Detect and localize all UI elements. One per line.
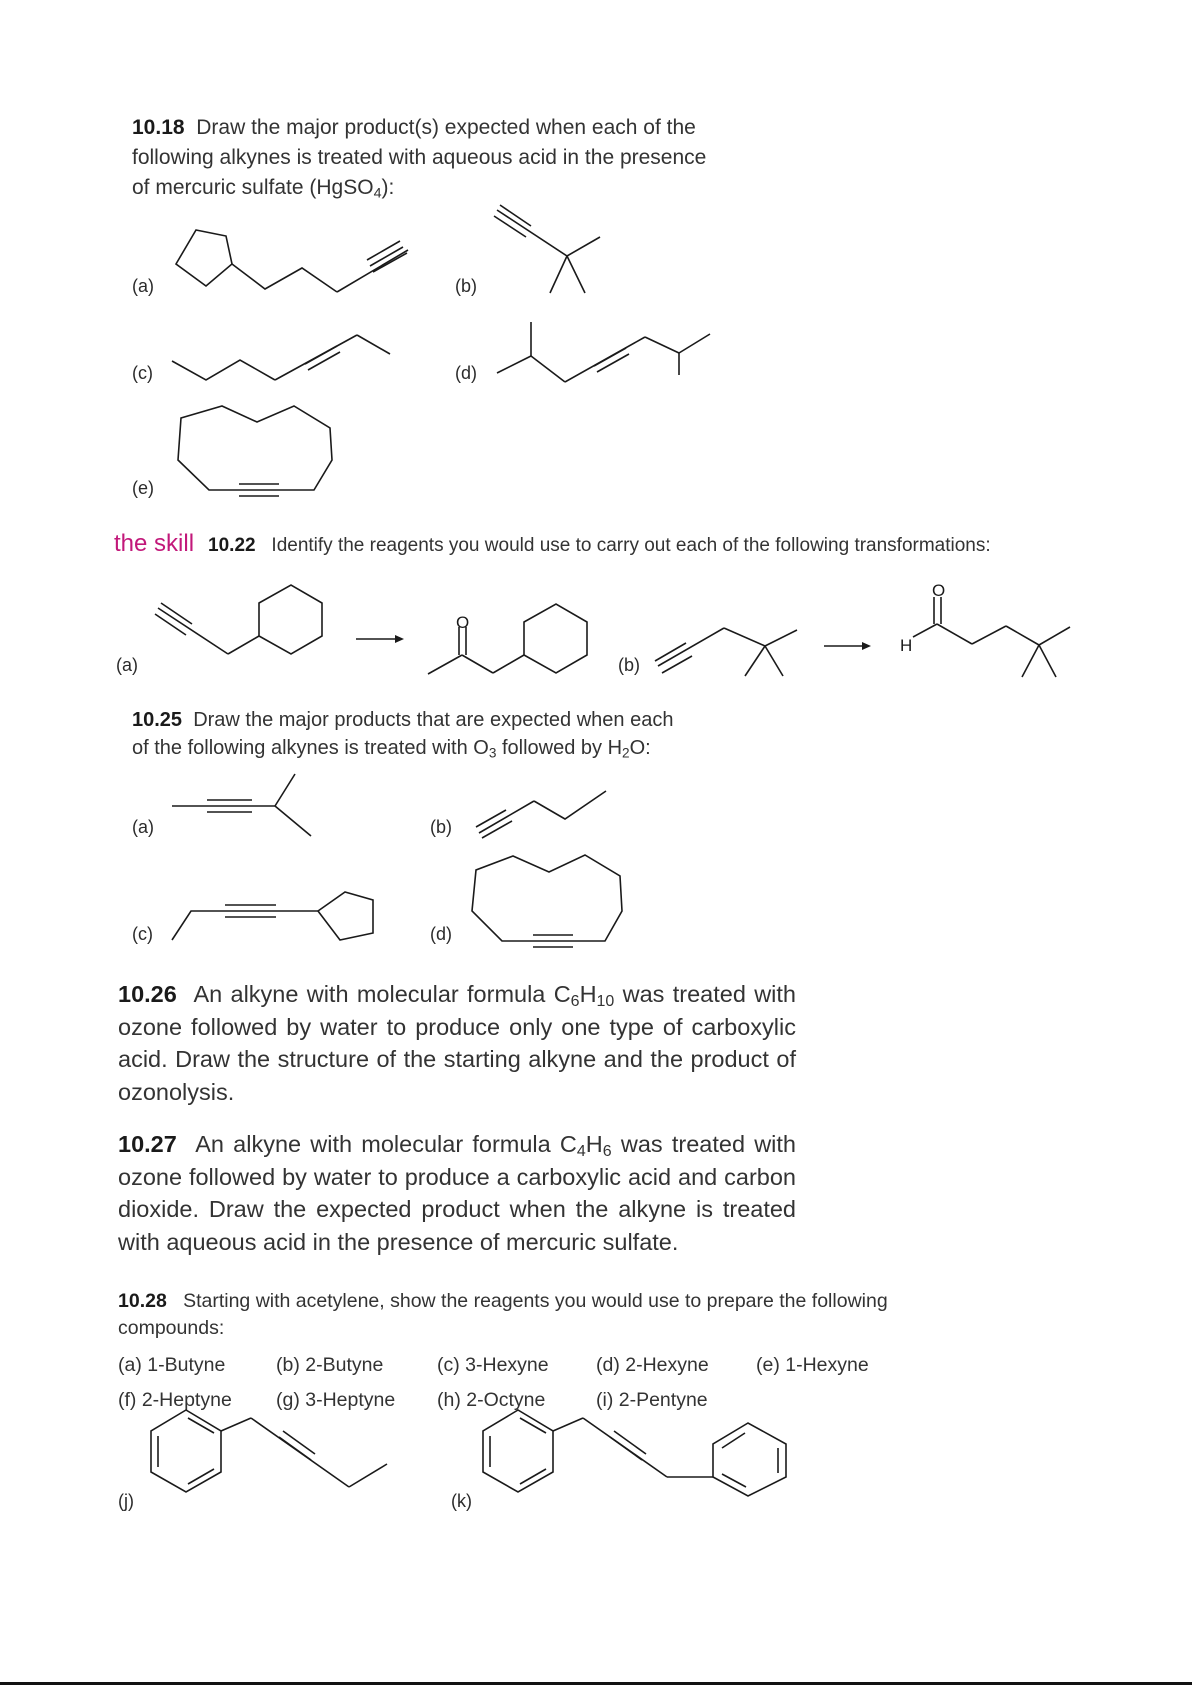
label-10-22-a: (a) (116, 655, 138, 675)
structure-10-18-c (172, 335, 390, 380)
problem-10-26-text: 10.26 An alkyne with molecular formula $C_6H_{10}$ was treated with ozone followed by water to produce only one type of carboxylic acid. Draw the structure of the starting alkyne and the product of ozonolysis. (118, 981, 796, 1105)
problem-10-25-line1: 10.25 Draw the major products that are expected when each (132, 709, 674, 731)
structure-10-28-j (151, 1410, 387, 1492)
label-10-18-c: (c) (132, 363, 153, 383)
oxygen-atom: O (932, 581, 946, 600)
problem-number: 10.28 (118, 1290, 167, 1312)
structure-10-18-e (178, 406, 332, 496)
label-10-25-c: (c) (132, 924, 153, 944)
problem-10-28-line2: compounds: (118, 1317, 225, 1339)
label-10-18-d: (d) (455, 363, 477, 383)
problem-10-28-line1: 10.28 Starting with acetylene, show the reagents you would use to prepare the following (118, 1290, 888, 1312)
compound-b: (b) 2-Butyne (276, 1354, 384, 1376)
label-10-18-b: (b) (455, 276, 477, 296)
structure-10-25-b (476, 791, 606, 838)
compound-e: (e) 1-Hexyne (756, 1354, 869, 1376)
problem-10-27-text: 10.27 An alkyne with molecular formula $C_4H_6$ was treated with ozone followed by water to produce a carboxylic acid and carbon dioxide. Draw the expected product when the alkyne is treated with aqueous acid in the presence of mercuric sulfate. (118, 1131, 796, 1255)
compound-c: (c) 3-Hexyne (437, 1354, 549, 1376)
skill-heading: the skill (114, 530, 195, 557)
problem-10-22-text: the skill 10.22 Identify the reagents you would use to carry out each of the following transformations: (114, 530, 991, 557)
reaction-arrow-10-22-b (824, 642, 871, 650)
compound-d: (d) 2-Hexyne (596, 1354, 709, 1376)
structure-10-25-c (172, 892, 373, 940)
problem-10-18-line3: of mercuric sulfate (HgSO$_4$): (132, 176, 395, 202)
problem-10-18-line1: 10.18 Draw the major product(s) expected when each of the (132, 116, 696, 139)
structure-10-18-a (176, 230, 408, 292)
structure-10-22-a-reactant (155, 585, 322, 654)
structure-10-25-d (472, 855, 622, 947)
problem-10-25-line2: of the following alkynes is treated with $O_3$ followed by $H_2O$: (132, 737, 651, 761)
problem-number: 10.22 (208, 535, 256, 556)
oxygen-atom: O (456, 613, 470, 632)
label-10-22-b: (b) (618, 655, 640, 675)
structure-10-22-b-product (900, 581, 1070, 677)
compound-i: (i) 2-Pentyne (596, 1389, 708, 1411)
label-10-18-a: (a) (132, 276, 154, 296)
label-10-28-j: (j) (118, 1491, 134, 1511)
label-10-25-a: (a) (132, 817, 154, 837)
label-10-25-b: (b) (430, 817, 452, 837)
compound-g: (g) 3-Heptyne (276, 1389, 396, 1411)
reaction-arrow-10-22-a (356, 635, 404, 643)
problem-number: 10.25 (132, 709, 183, 731)
compound-h: (h) 2-Octyne (437, 1389, 546, 1411)
hydrogen-atom: H (900, 636, 913, 655)
structure-10-18-d (497, 322, 710, 382)
problem-10-18-line2: following alkynes is treated with aqueous acid in the presence (132, 146, 707, 169)
compound-f: (f) 2-Heptyne (118, 1389, 232, 1411)
structure-10-22-a-product (428, 604, 587, 674)
structure-10-18-b (494, 205, 600, 293)
label-10-25-d: (d) (430, 924, 452, 944)
structure-10-25-a (172, 774, 311, 836)
compound-a: (a) 1-Butyne (118, 1354, 226, 1376)
label-10-18-e: (e) (132, 478, 154, 498)
structure-10-22-b-reactant (655, 628, 797, 676)
problem-number: 10.27 (118, 1131, 177, 1157)
structure-10-28-k (483, 1410, 786, 1496)
problem-number: 10.18 (132, 116, 185, 139)
problem-number: 10.26 (118, 981, 177, 1007)
label-10-28-k: (k) (451, 1491, 472, 1511)
